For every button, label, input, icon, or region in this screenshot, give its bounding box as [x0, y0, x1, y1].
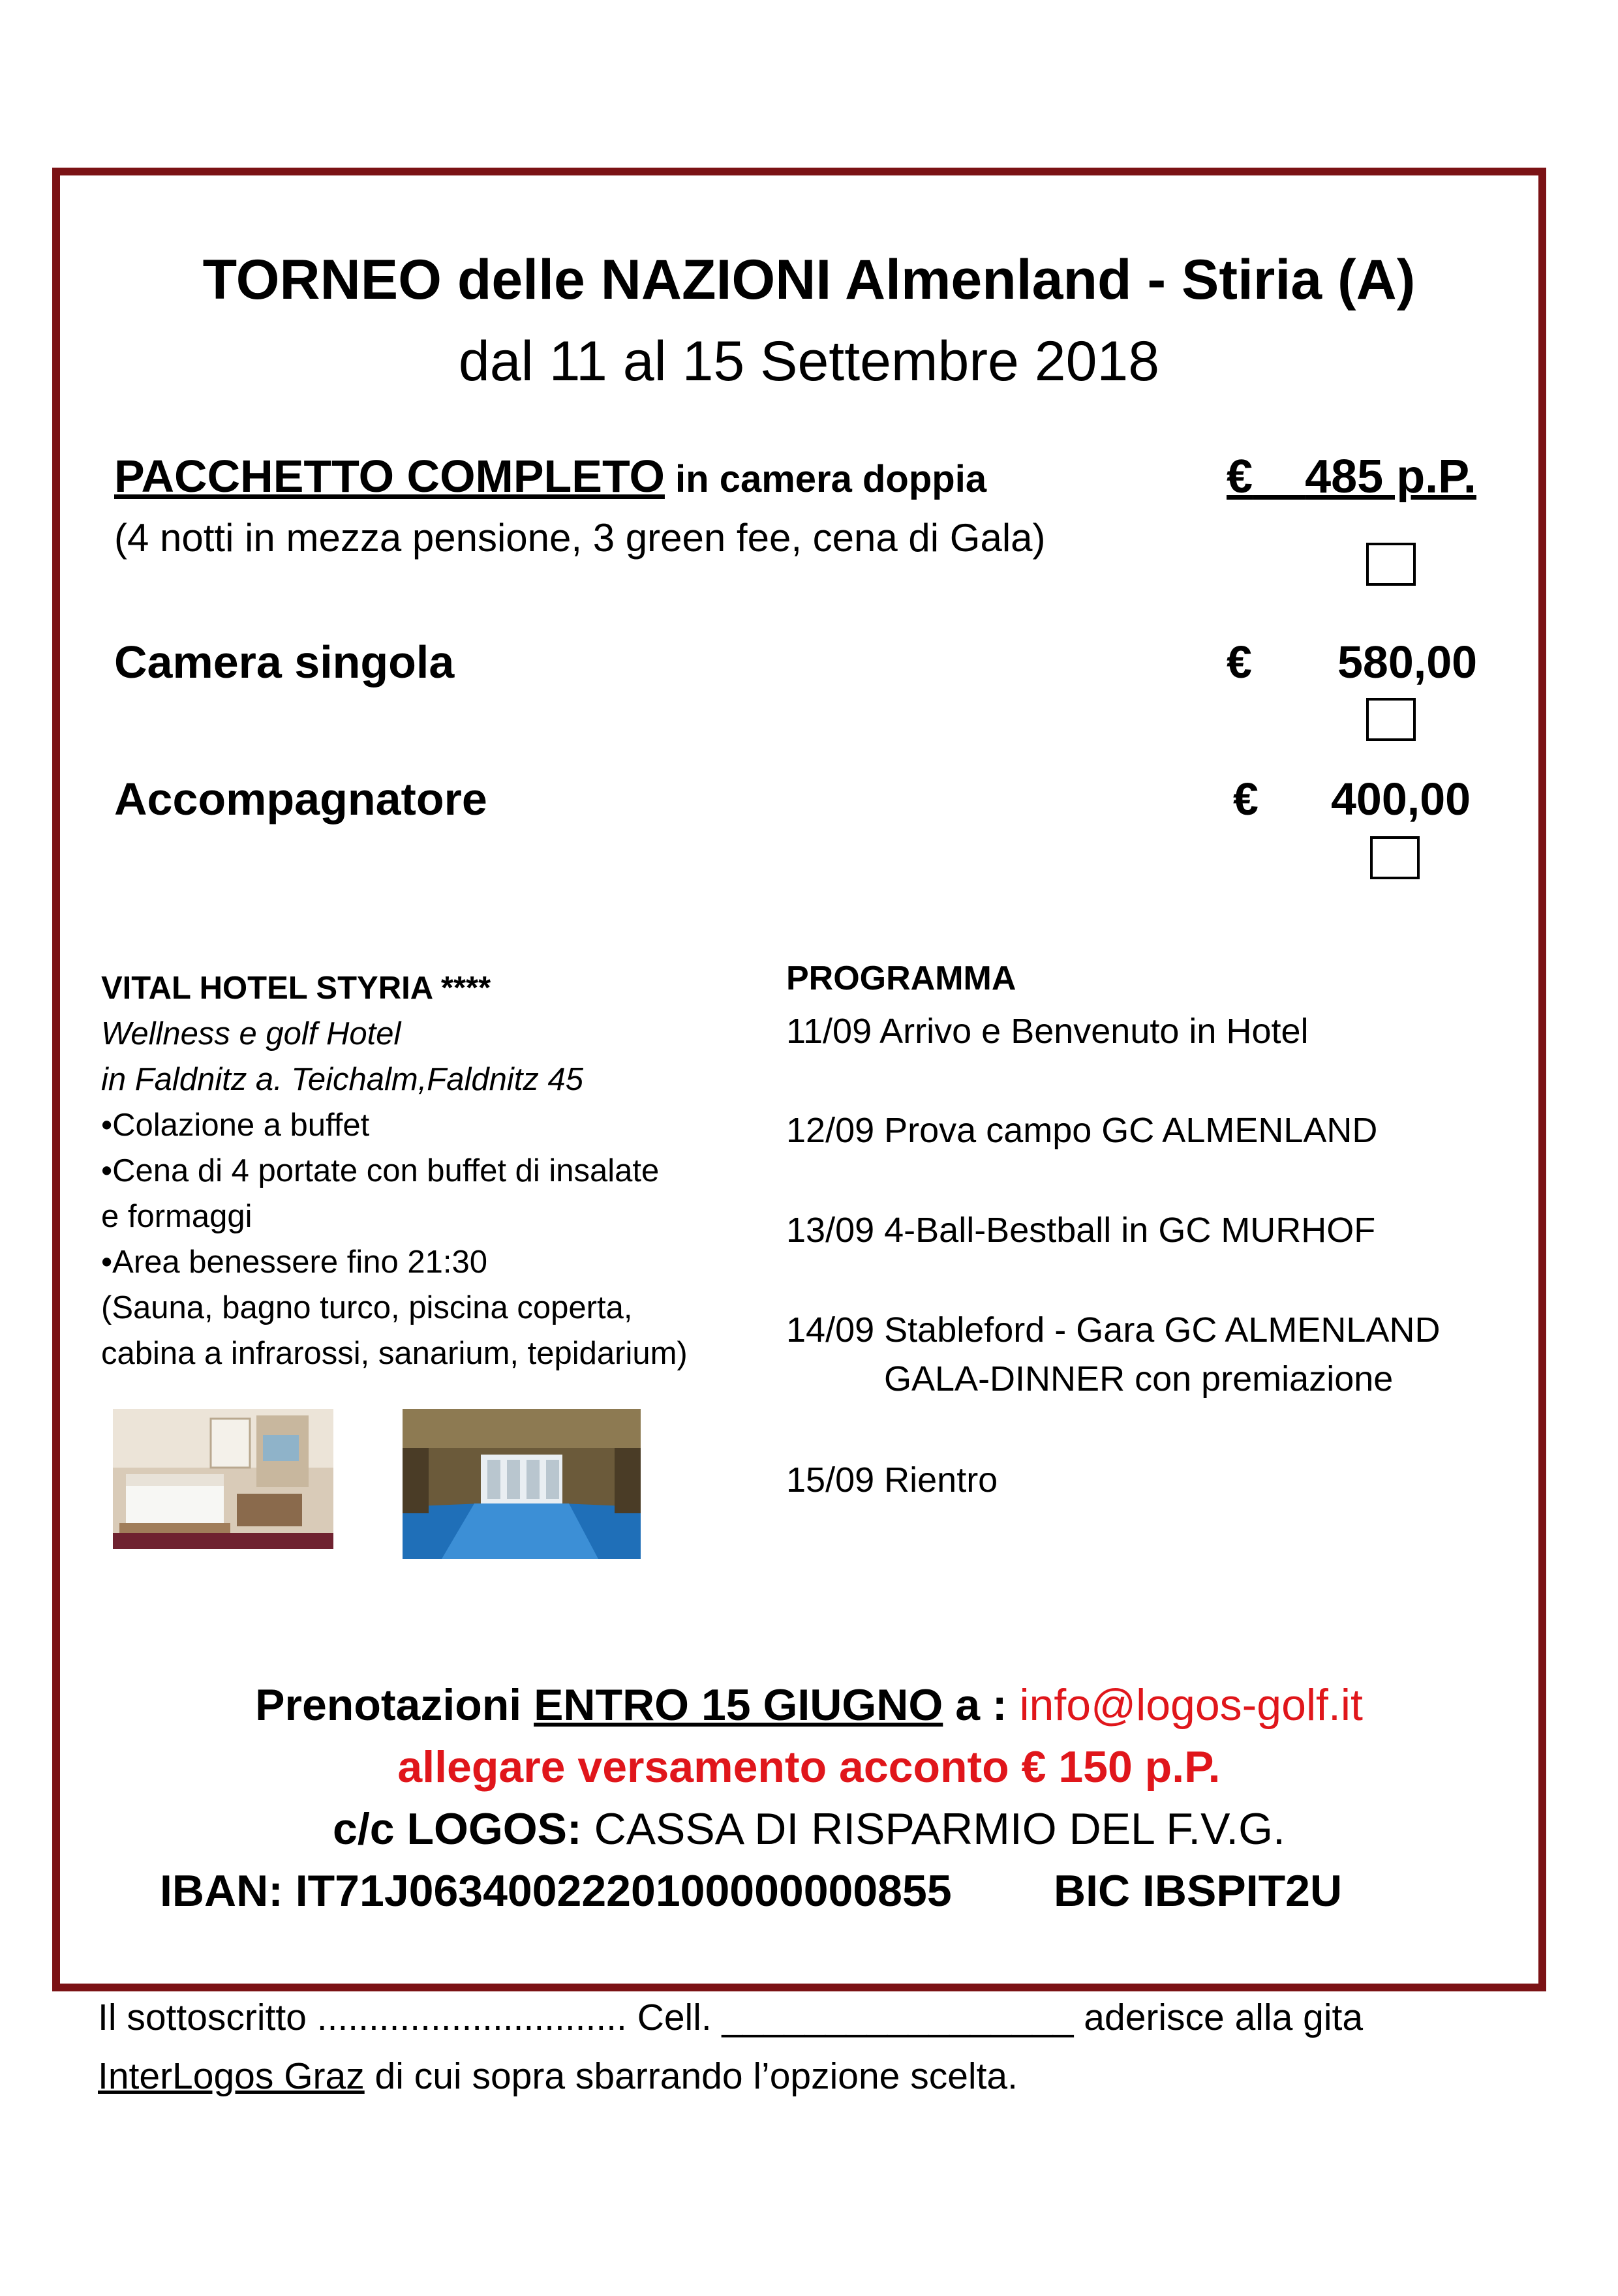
- program-item: GALA-DINNER con premiazione: [884, 1359, 1394, 1398]
- hotel-item: •Colazione a buffet: [101, 1108, 370, 1143]
- option-single-room-price: 580,00: [1337, 637, 1478, 687]
- footer-line2-rest: di cui sopra sbarrando l’opzione scelta.: [364, 2055, 1018, 2097]
- hotel-item: (Sauna, bagno turco, piscina coperta,: [101, 1290, 633, 1325]
- option-full-package-note: (4 notti in mezza pensione, 3 green fee, cena di Gala): [114, 516, 1046, 560]
- hotel-item: e formaggi: [101, 1199, 252, 1234]
- program-heading: PROGRAMMA: [786, 959, 1016, 997]
- option-companion-price: 400,00: [1331, 774, 1471, 824]
- option-full-package-suffix: in camera doppia: [664, 458, 987, 500]
- option-full-package-label: PACCHETTO COMPLETO: [114, 451, 665, 502]
- hotel-info: [101, 965, 688, 1376]
- program-item: 13/09 4-Ball-Bestball in GC MURHOF: [786, 1211, 1376, 1250]
- booking-bic: BIC IBSPIT2U: [1054, 1866, 1343, 1916]
- hotel-pool-photo: [403, 1409, 641, 1559]
- page-subtitle: dal 11 al 15 Settembre 2018: [458, 330, 1160, 393]
- program: [786, 959, 1441, 1500]
- hotel-room-photo: [113, 1409, 333, 1549]
- booking-email-link[interactable]: info@logos-golf.it: [1019, 1680, 1363, 1730]
- option-companion-currency: €: [1233, 774, 1259, 824]
- booking-prefix: Prenotazioni: [255, 1680, 534, 1730]
- booking-account-bank: CASSA DI RISPARMIO DEL F.V.G.: [581, 1804, 1285, 1854]
- booking-line: [0, 1680, 1618, 1730]
- booking-iban: IBAN: IT71J0634002220100000000855: [160, 1866, 952, 1916]
- hotel-line1: Wellness e golf Hotel: [101, 1016, 401, 1051]
- booking-mid: a :: [943, 1680, 1020, 1730]
- booking-account: [0, 1804, 1618, 1854]
- option-companion-label: Accompagnatore: [114, 774, 487, 824]
- booking-deadline: ENTRO 15 GIUGNO: [534, 1680, 943, 1730]
- option-full-package-currency: €: [1227, 451, 1253, 503]
- option-companion-checkbox[interactable]: [1370, 836, 1420, 879]
- page-title: TORNEO delle NAZIONI Almenland - Stiria (A): [202, 249, 1416, 311]
- option-full-package-price-block: [1227, 450, 1501, 504]
- hotel-item: cabina a infrarossi, sanarium, tepidarium): [101, 1336, 688, 1371]
- hotel-item: •Area benessere fino 21:30: [101, 1245, 487, 1280]
- hotel-name: VITAL HOTEL STYRIA ****: [101, 971, 491, 1006]
- footer-signup-line: Il sottoscritto .............................. Cell. _________________ aderisce alla gita: [98, 1997, 1364, 2038]
- option-full-package: [114, 450, 986, 502]
- hotel-line2: in Faldnitz a. Teichalm,Faldnitz 45: [101, 1062, 583, 1097]
- option-full-package-checkbox[interactable]: [1366, 543, 1416, 586]
- hotel-item: •Cena di 4 portate con buffet di insalate: [101, 1153, 660, 1188]
- program-item: 12/09 Prova campo GC ALMENLAND: [786, 1111, 1378, 1150]
- option-single-room-label: Camera singola: [114, 637, 455, 687]
- option-single-room-currency: €: [1227, 637, 1252, 687]
- program-item: 15/09 Rientro: [786, 1460, 998, 1500]
- program-item: 14/09 Stableford - Gara GC ALMENLAND: [786, 1310, 1441, 1350]
- option-single-room-checkbox[interactable]: [1366, 698, 1416, 741]
- booking-deposit: allegare versamento acconto € 150 p.P.: [397, 1742, 1221, 1792]
- program-item: 11/09 Arrivo e Benvenuto in Hotel: [786, 1012, 1309, 1051]
- option-full-package-price: 485 p.P.: [1305, 451, 1476, 503]
- footer-signup-line2: [98, 2055, 1018, 2098]
- footer-trip-name: InterLogos Graz: [98, 2055, 365, 2097]
- booking-account-label: c/c LOGOS:: [333, 1804, 582, 1854]
